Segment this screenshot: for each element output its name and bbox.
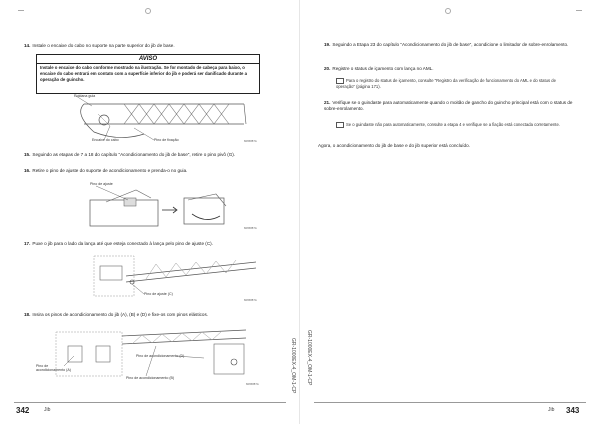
step-number: 15. (24, 152, 31, 157)
figure-stowage-pins (36, 322, 260, 388)
registration-mark (445, 8, 451, 14)
step-number: 19. (324, 42, 331, 47)
note-text: Para o registro do status de içamento, consulte "Registro da verificação de funcionamento do AML e do status de operação" (página 171). (336, 78, 556, 89)
aviso-warning-box (36, 54, 260, 94)
step-text: Insira os pinos de acondicionamento do jib (A), (B) e (D) e fixe-os com pinos elásticos. (32, 312, 209, 317)
figure-code: 8265887A (246, 382, 259, 386)
crop-mark (18, 10, 24, 11)
step-15 (24, 152, 274, 158)
aviso-body: Instale o encaixe do cabo conforme mostrado na ilustração. Se for montado de cabeça para baixo, o encaixe do cabo entrará em contato com a superfície inferior do jib e poderá ser danificado durante a operação de guincho. (40, 65, 248, 83)
step-text: Instale o encaixe do cabo no suporte na parte superior do jib de base. (32, 43, 175, 48)
step-18 (24, 312, 274, 318)
step-number: 14. (24, 43, 31, 48)
label-pino-b: Pino de acondicionamento (B) (126, 376, 175, 380)
step-text: Verifique se o guindaste para automaticamente quando o moitão de gancho do guincho principal está com o status de sobre-enrolamento. (324, 100, 573, 112)
right-page (300, 0, 600, 424)
step-20 (324, 66, 574, 72)
footer-rule (314, 402, 586, 403)
step-number: 18. (24, 312, 31, 317)
step-number: 20. (324, 66, 331, 71)
aviso-title: AVISO (37, 55, 259, 64)
label-pino-ajuste-c: Pino de ajuste (C) (144, 292, 173, 296)
doc-code-vertical: GR-1000EX-4_OM-1-CP (306, 330, 312, 386)
step-text: Puxe o jib para o lado da lança até que esteja conectado à lança pelo pino de ajuste (C). (32, 241, 213, 246)
registration-mark (145, 8, 151, 14)
step-text: Registre o status de içamento com lança no AML. (332, 66, 434, 71)
section-name-left: Jib (44, 407, 51, 413)
step-text: Seguindo as etapas de 7 a 18 do capítulo "Acondicionamento do jib de base", retire o pino pivô (G). (32, 152, 236, 157)
step-19 (324, 42, 574, 48)
step-number: 21. (324, 100, 331, 105)
figure-code: 8265887A (244, 139, 257, 143)
step-21-note (336, 122, 574, 128)
figure-code: 8265887A (244, 226, 257, 230)
step-20-note (336, 78, 574, 90)
label-roldana-guia: Roldana guia (74, 94, 96, 98)
page-number-right: 343 (566, 406, 580, 415)
label-pino-fixacao: Pino de fixação (154, 138, 179, 142)
section-name-right: Jib (548, 407, 555, 413)
closing-paragraph: Agora, o acondicionamento do jib de base e do jib superior está concluído. (318, 143, 470, 148)
step-number: 16. (24, 168, 31, 173)
boom-connection-illustration (86, 252, 260, 306)
step-16 (24, 168, 274, 174)
label-pino-d: Pino de acondicionamento (D) (136, 354, 185, 358)
step-number: 17. (24, 241, 31, 246)
label-pino-ajuste: Pino de ajuste (90, 182, 113, 186)
step-17 (24, 241, 274, 247)
step-21 (324, 100, 574, 112)
step-text: Retire o pino de ajuste do suporte de acondicionamento e prenda-o no guia. (32, 168, 188, 173)
figure-code: 8265887A (244, 298, 257, 302)
adjust-pin-illustration (76, 180, 256, 232)
figure-boom-connection (86, 252, 260, 306)
note-icon (336, 122, 344, 128)
label-encaixe-cabo: Encaixe do cabo (92, 138, 119, 142)
step-text: Seguindo a Etapa 23 do capítulo "Acondicionamento do jib de base", acondicione o limitador de sobre-enrolamento. (332, 42, 569, 47)
footer-rule (14, 402, 286, 403)
figure-adjust-pin (76, 180, 256, 232)
label-pino-a: Pino de acondicionamento (A) (36, 364, 71, 372)
step-14 (24, 43, 274, 49)
figure-cable-guide (64, 94, 257, 146)
crop-mark (576, 10, 582, 11)
page-number-left: 342 (16, 406, 30, 415)
doc-code-vertical: GR-1000EX-4_OM-1-CP (290, 338, 296, 394)
note-text: Se o guindaste não para automaticamente, consulte a etapa 4 e verifique se a fiação está conectada corretamente. (346, 122, 560, 128)
